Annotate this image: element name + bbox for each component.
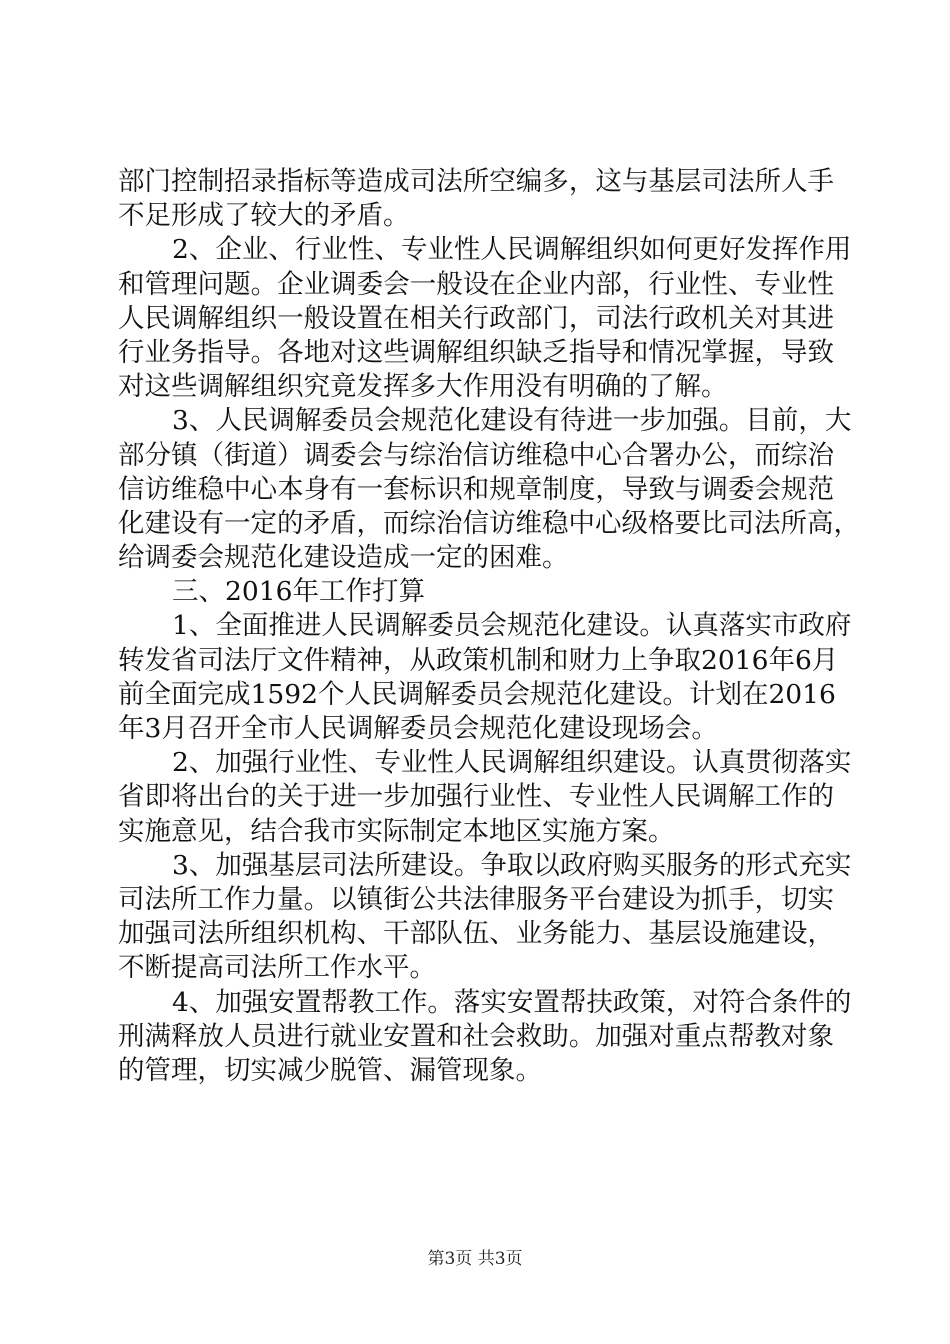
text-line: 2、企业、行业性、专业性人民调解组织如何更好发挥作用 <box>172 234 852 266</box>
text-line: 化建设有一定的矛盾，而综治信访维稳中心级格要比司法所高， <box>118 507 860 539</box>
text-line: 转发省司法厅文件精神，从政策机制和财力上争取2016年6月 <box>118 644 839 676</box>
text-line: 实施意见，结合我市实际制定本地区实施方案。 <box>118 815 675 847</box>
text-line: 刑满释放人员进行就业安置和社会救助。加强对重点帮教对象 <box>118 1020 834 1052</box>
text-line: 行业务指导。各地对这些调解组织缺乏指导和情况掌握，导致 <box>118 336 834 368</box>
text-line: 加强司法所组织机构、干部队伍、业务能力、基层设施建设， <box>118 918 834 950</box>
page-footer <box>0 1244 950 1269</box>
text-line: 不断提高司法所工作水平。 <box>118 952 436 984</box>
page-number: 第3页 共3页 <box>427 1249 523 1269</box>
text-line: 的管理，切实减少脱管、漏管现象。 <box>118 1054 542 1086</box>
heading-line: 三、2016年工作打算 <box>172 576 425 608</box>
paragraph <box>118 746 852 849</box>
text-line: 部门控制招录指标等造成司法所空编多，这与基层司法所人手 <box>118 166 834 197</box>
text-line: 司法所工作力量。以镇街公共法律服务平台建设为抓手，切实 <box>118 883 834 915</box>
text-line: 不足形成了较大的矛盾。 <box>118 200 410 232</box>
paragraph <box>118 986 852 1089</box>
text-line: 年3月召开全市人民调解委员会规范化建设现场会。 <box>118 713 718 744</box>
text-line: 省即将出台的关于进一步加强行业性、专业性人民调解工作的 <box>118 781 834 813</box>
paragraph <box>118 849 852 986</box>
text-line: 人民调解组织一般设置在相关行政部门，司法行政机关对其进 <box>118 302 834 334</box>
paragraph <box>118 609 852 746</box>
section-heading <box>118 575 834 609</box>
text-line: 对这些调解组织究竟发挥多大作用没有明确的了解。 <box>118 371 728 403</box>
text-line: 部分镇（街道）调委会与综治信访维稳中心合署办公，而综治 <box>118 439 834 471</box>
text-line: 2、加强行业性、专业性人民调解组织建设。认真贯彻落实 <box>172 747 852 779</box>
text-line: 给调委会规范化建设造成一定的困难。 <box>118 542 569 574</box>
paragraph <box>118 404 860 575</box>
paragraph <box>118 165 834 233</box>
text-line: 和管理问题。企业调委会一般设在企业内部，行业性、专业性 <box>118 268 834 300</box>
text-line: 信访维稳中心本身有一套标识和规章制度，导致与调委会规范 <box>118 473 834 505</box>
text-line: 前全面完成1592个人民调解委员会规范化建设。计划在2016 <box>118 678 836 710</box>
text-line: 3、人民调解委员会规范化建设有待进一步加强。目前，大 <box>172 405 852 437</box>
paragraph <box>118 233 852 404</box>
text-line: 4、加强安置帮教工作。落实安置帮扶政策，对符合条件的 <box>172 986 852 1018</box>
document-body <box>118 165 860 1088</box>
text-line: 3、加强基层司法所建设。争取以政府购买服务的形式充实 <box>172 849 852 881</box>
text-line: 1、全面推进人民调解委员会规范化建设。认真落实市政府 <box>172 610 852 642</box>
